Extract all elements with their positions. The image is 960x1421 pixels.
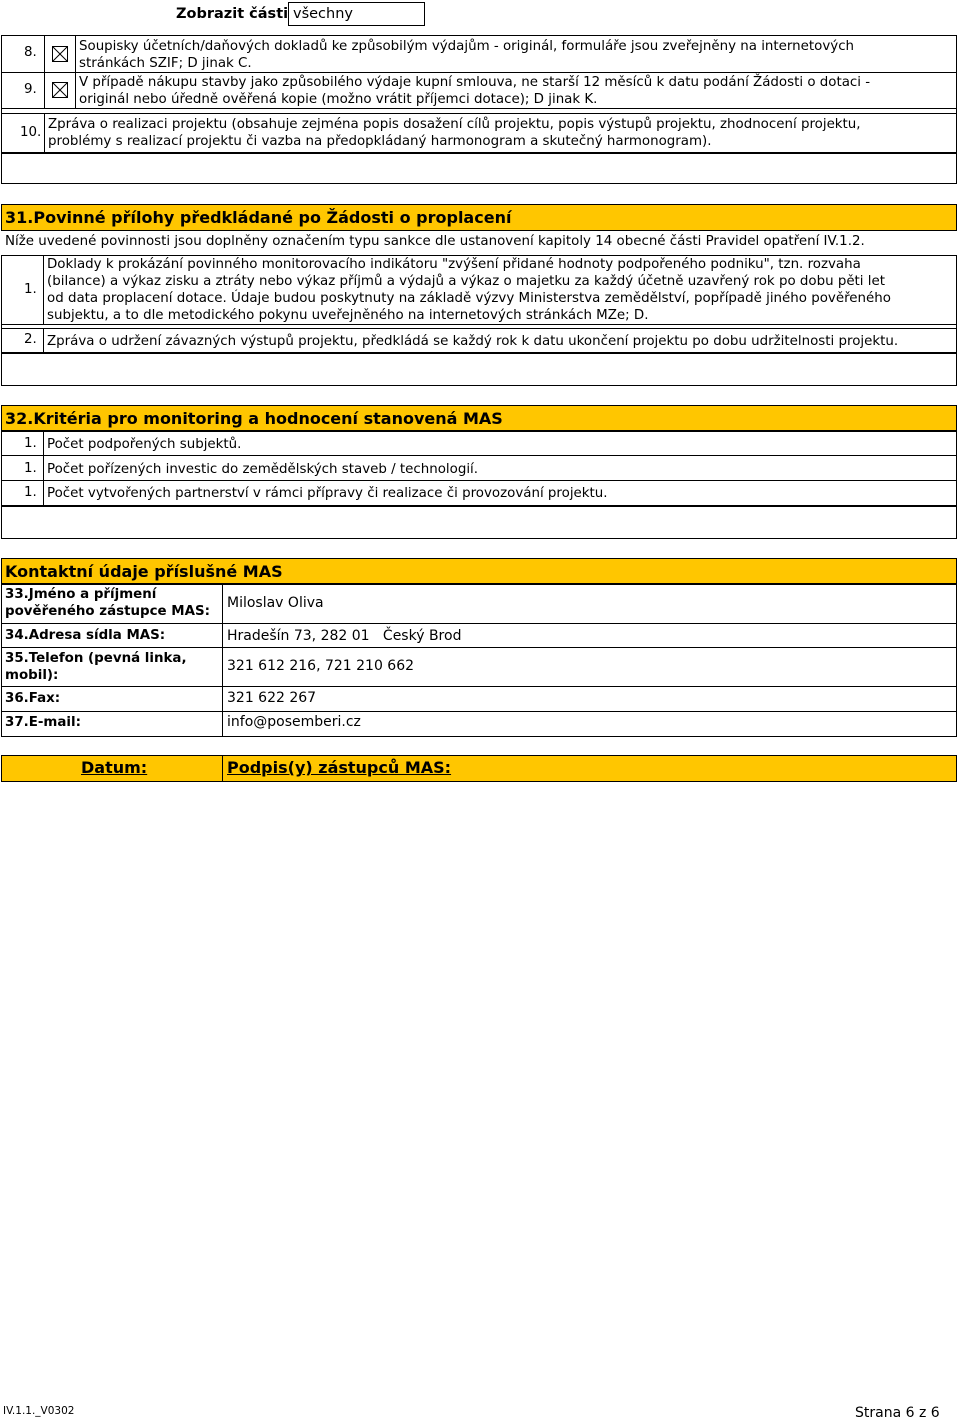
attachment-8-checkbox-checked-icon[interactable]	[52, 46, 68, 62]
empty-box-3	[1, 506, 957, 539]
date-label: Datum:	[81, 758, 148, 777]
contact-phone-label	[5, 650, 187, 684]
contact-fax-value: 321 622 267	[227, 690, 317, 706]
section-31-item-2-text: Zpráva o udržení závazných výstupů projektu, předkládá se každý rok k datu ukončení projektu po dobu udržitelnosti projektu.	[47, 334, 899, 349]
attachment-10-text	[48, 116, 861, 150]
signature-label: Podpis(y) zástupců MAS:	[227, 758, 452, 777]
footer-page: Strana 6 z 6	[855, 1405, 940, 1421]
section-31-item-1-number: 1.	[24, 282, 37, 297]
section-31-header	[1, 204, 957, 231]
contact-address-label: 34.Adresa sídla MAS:	[5, 628, 166, 643]
criterion-2-text: Počet pořízených investic do zemědělských staveb / technologií.	[47, 462, 479, 477]
section-31-title: 31.Povinné přílohy předkládané po Žádosti o proplacení	[5, 208, 512, 227]
contact-email-value[interactable]: info@posemberi.cz	[227, 714, 361, 730]
section-32-title: 32.Kritéria pro monitoring a hodnocení stanovená MAS	[5, 409, 503, 428]
section-32-header	[1, 405, 957, 431]
section-31-item-1-text	[47, 256, 891, 324]
contact-address-value: Hradešín 73, 282 01 Český Brod	[227, 628, 462, 644]
contact-fax-label: 36.Fax:	[5, 691, 61, 706]
attachment-9-line-1: V případě nákupu stavby jako způsobilého výdaje kupní smlouva, ne starší 12 měsíců k datu podání Žádosti o dotaci -	[79, 75, 871, 90]
contact-name-label	[5, 586, 210, 620]
section-31-note: Níže uvedené povinnosti jsou doplněny označením typu sankce dle ustanovení kapitoly 14 obecné části Pravidel opatření IV.1.2.	[5, 234, 865, 249]
contact-name-value: Miloslav Oliva	[227, 595, 324, 611]
contact-name-label-line-2: pověřeného zástupce MAS:	[5, 604, 210, 619]
criterion-2-number: 1.	[24, 461, 37, 476]
attachment-10-line-1: Zpráva o realizaci projektu (obsahuje zejména popis dosažení cílů projektu, popis výstupů projektu, zhodnocení projektu,	[48, 117, 861, 132]
empty-box-1	[1, 153, 957, 184]
attachment-9-number: 9.	[24, 82, 37, 97]
section-31-item-1-line-3: od data proplacení dotace. Údaje budou poskytnuty na základě výzvy Ministerstva zemědělství, popřípadě jiného pověřeného	[47, 291, 891, 306]
section-31-item-1-line-2: (bilance) a výkaz zisku a ztráty nebo výkaz příjmů a výdajů a výkaz o majetku za každý účetně uzavřený rok po dobu pěti let	[47, 274, 885, 289]
footer-code: IV.1.1._V0302	[3, 1405, 75, 1417]
criterion-3-text: Počet vytvořených partnerství v rámci přípravy či realizace či provozování projektu.	[47, 486, 608, 501]
contact-phone-label-line-1: 35.Telefon (pevná linka,	[5, 651, 187, 666]
filter-select[interactable]	[288, 2, 425, 26]
attachment-9-checkbox-checked-icon[interactable]	[52, 82, 68, 98]
contact-name-label-line-1: 33.Jméno a příjmení	[5, 587, 157, 602]
attachment-8-line-1: Soupisky účetních/daňových dokladů ke způsobilým výdajům - originál, formuláře jsou zveřejněny na internetových	[79, 39, 855, 54]
contact-phone-value: 321 612 216, 721 210 662	[227, 658, 415, 674]
criterion-1-number: 1.	[24, 436, 37, 451]
attachment-10-line-2: problémy s realizací projektu či vazba na předopkládaný harmonogram a skutečný harmonogram).	[48, 134, 712, 149]
contact-header	[1, 558, 957, 584]
criterion-1-text: Počet podpořených subjektů.	[47, 437, 242, 452]
filter-value: všechny	[293, 6, 353, 22]
attachment-8-text	[79, 38, 854, 72]
attachment-9-text	[79, 74, 870, 108]
criterion-3-number: 1.	[24, 485, 37, 500]
contact-phone-label-line-2: mobil):	[5, 668, 59, 683]
attachment-8-line-2: stránkách SZIF; D jinak C.	[79, 56, 252, 71]
contact-title: Kontaktní údaje příslušné MAS	[5, 562, 283, 581]
section-31-item-1-line-1: Doklady k prokázání povinného monitorovacího indikátoru "zvýšení přidané hodnoty podpořeného podniku", tzn. rozvaha	[47, 257, 861, 272]
empty-box-2	[1, 353, 957, 386]
attachment-10-number: 10.	[20, 125, 42, 140]
attachment-9-line-2: originál nebo úředně ověřená kopie (možno vrátit příjemci dotace); D jinak K.	[79, 92, 598, 107]
section-31-item-2-number: 2.	[24, 332, 37, 347]
section-31-item-1-line-4: subjektu, a to dle metodického pokynu uveřejněného na internetových stránkách MZe; D.	[47, 308, 649, 323]
filter-label: Zobrazit části	[176, 6, 289, 22]
contact-email-label: 37.E-mail:	[5, 715, 81, 730]
attachment-8-number: 8.	[24, 45, 37, 60]
